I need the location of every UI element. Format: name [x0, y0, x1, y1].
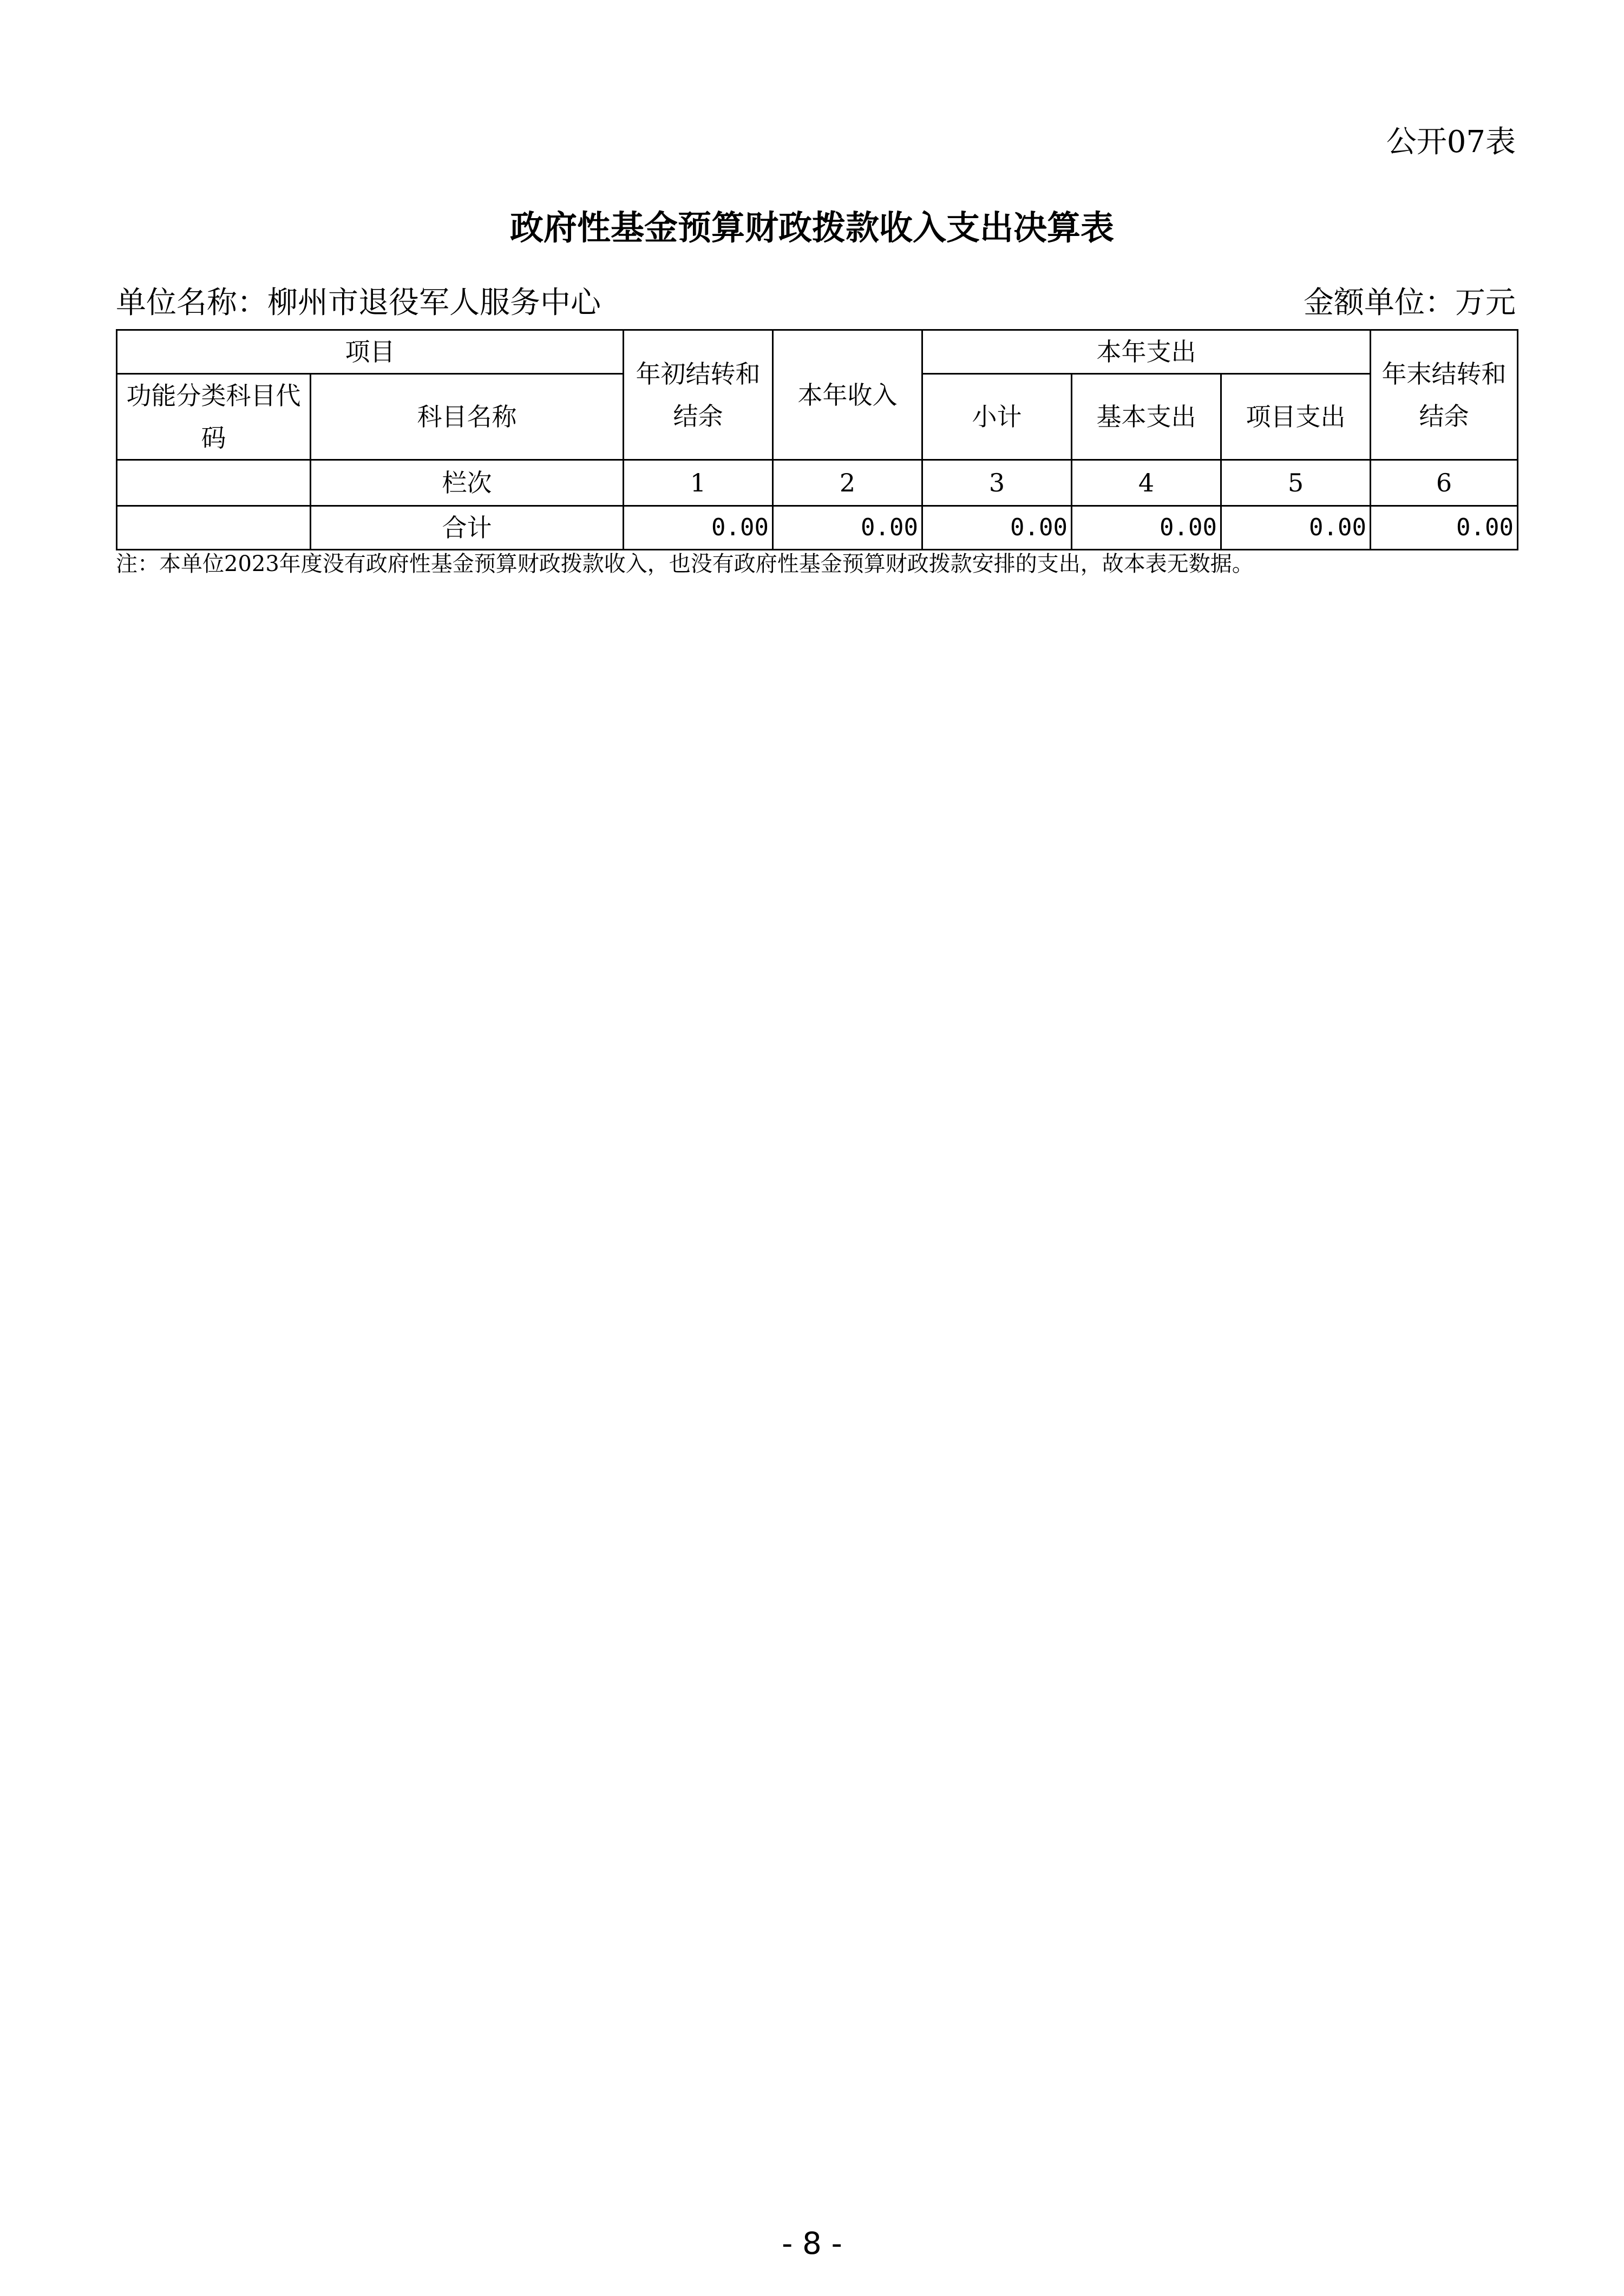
column-number-empty-cell	[117, 460, 311, 506]
unit-name-value: 柳州市退役军人服务中心	[267, 285, 601, 320]
page-number: - 8 -	[782, 2226, 842, 2261]
total-row	[117, 506, 1518, 550]
amount-unit: 金额单位：万元	[1304, 285, 1516, 320]
unit-name-label: 单位名称：	[116, 285, 267, 320]
total-label: 合计	[311, 506, 624, 550]
header-subject-name: 科目名称	[311, 374, 624, 460]
budget-table	[116, 329, 1518, 550]
header-basic-expenditure: 基本支出	[1072, 374, 1221, 460]
column-number-row	[117, 460, 1518, 506]
column-number-cell: 6	[1371, 460, 1518, 506]
total-value-cell: 0.00	[773, 506, 922, 550]
total-value-cell: 0.00	[1221, 506, 1371, 550]
header-function-code: 功能分类科目代码	[117, 374, 311, 460]
column-number-label: 栏次	[311, 460, 624, 506]
total-value-cell: 0.00	[1072, 506, 1221, 550]
header-current-income: 本年收入	[773, 330, 922, 460]
total-empty-cell	[117, 506, 311, 550]
unit-name-line	[116, 285, 601, 320]
column-number-cell: 3	[922, 460, 1072, 506]
table-note: 注：本单位2023年度没有政府性基金预算财政拨款收入，也没有政府性基金预算财政拨款安排的支出，故本表无数据。	[116, 552, 1254, 576]
header-project: 项目	[117, 330, 624, 374]
form-number: 公开07表	[1386, 124, 1516, 160]
header-row-1	[117, 330, 1518, 374]
report-title: 政府性基金预算财政拨款收入支出决算表	[509, 208, 1114, 247]
header-project-expenditure: 项目支出	[1221, 374, 1371, 460]
total-value-cell: 0.00	[922, 506, 1072, 550]
column-number-cell: 5	[1221, 460, 1371, 506]
header-subtotal: 小计	[922, 374, 1072, 460]
header-current-expenditure: 本年支出	[922, 330, 1371, 374]
total-value-cell: 0.00	[624, 506, 773, 550]
header-opening-balance: 年初结转和结余	[624, 330, 773, 460]
column-number-cell: 1	[624, 460, 773, 506]
column-number-cell: 4	[1072, 460, 1221, 506]
total-value-cell: 0.00	[1371, 506, 1518, 550]
header-closing-balance: 年末结转和结余	[1371, 330, 1518, 460]
column-number-cell: 2	[773, 460, 922, 506]
